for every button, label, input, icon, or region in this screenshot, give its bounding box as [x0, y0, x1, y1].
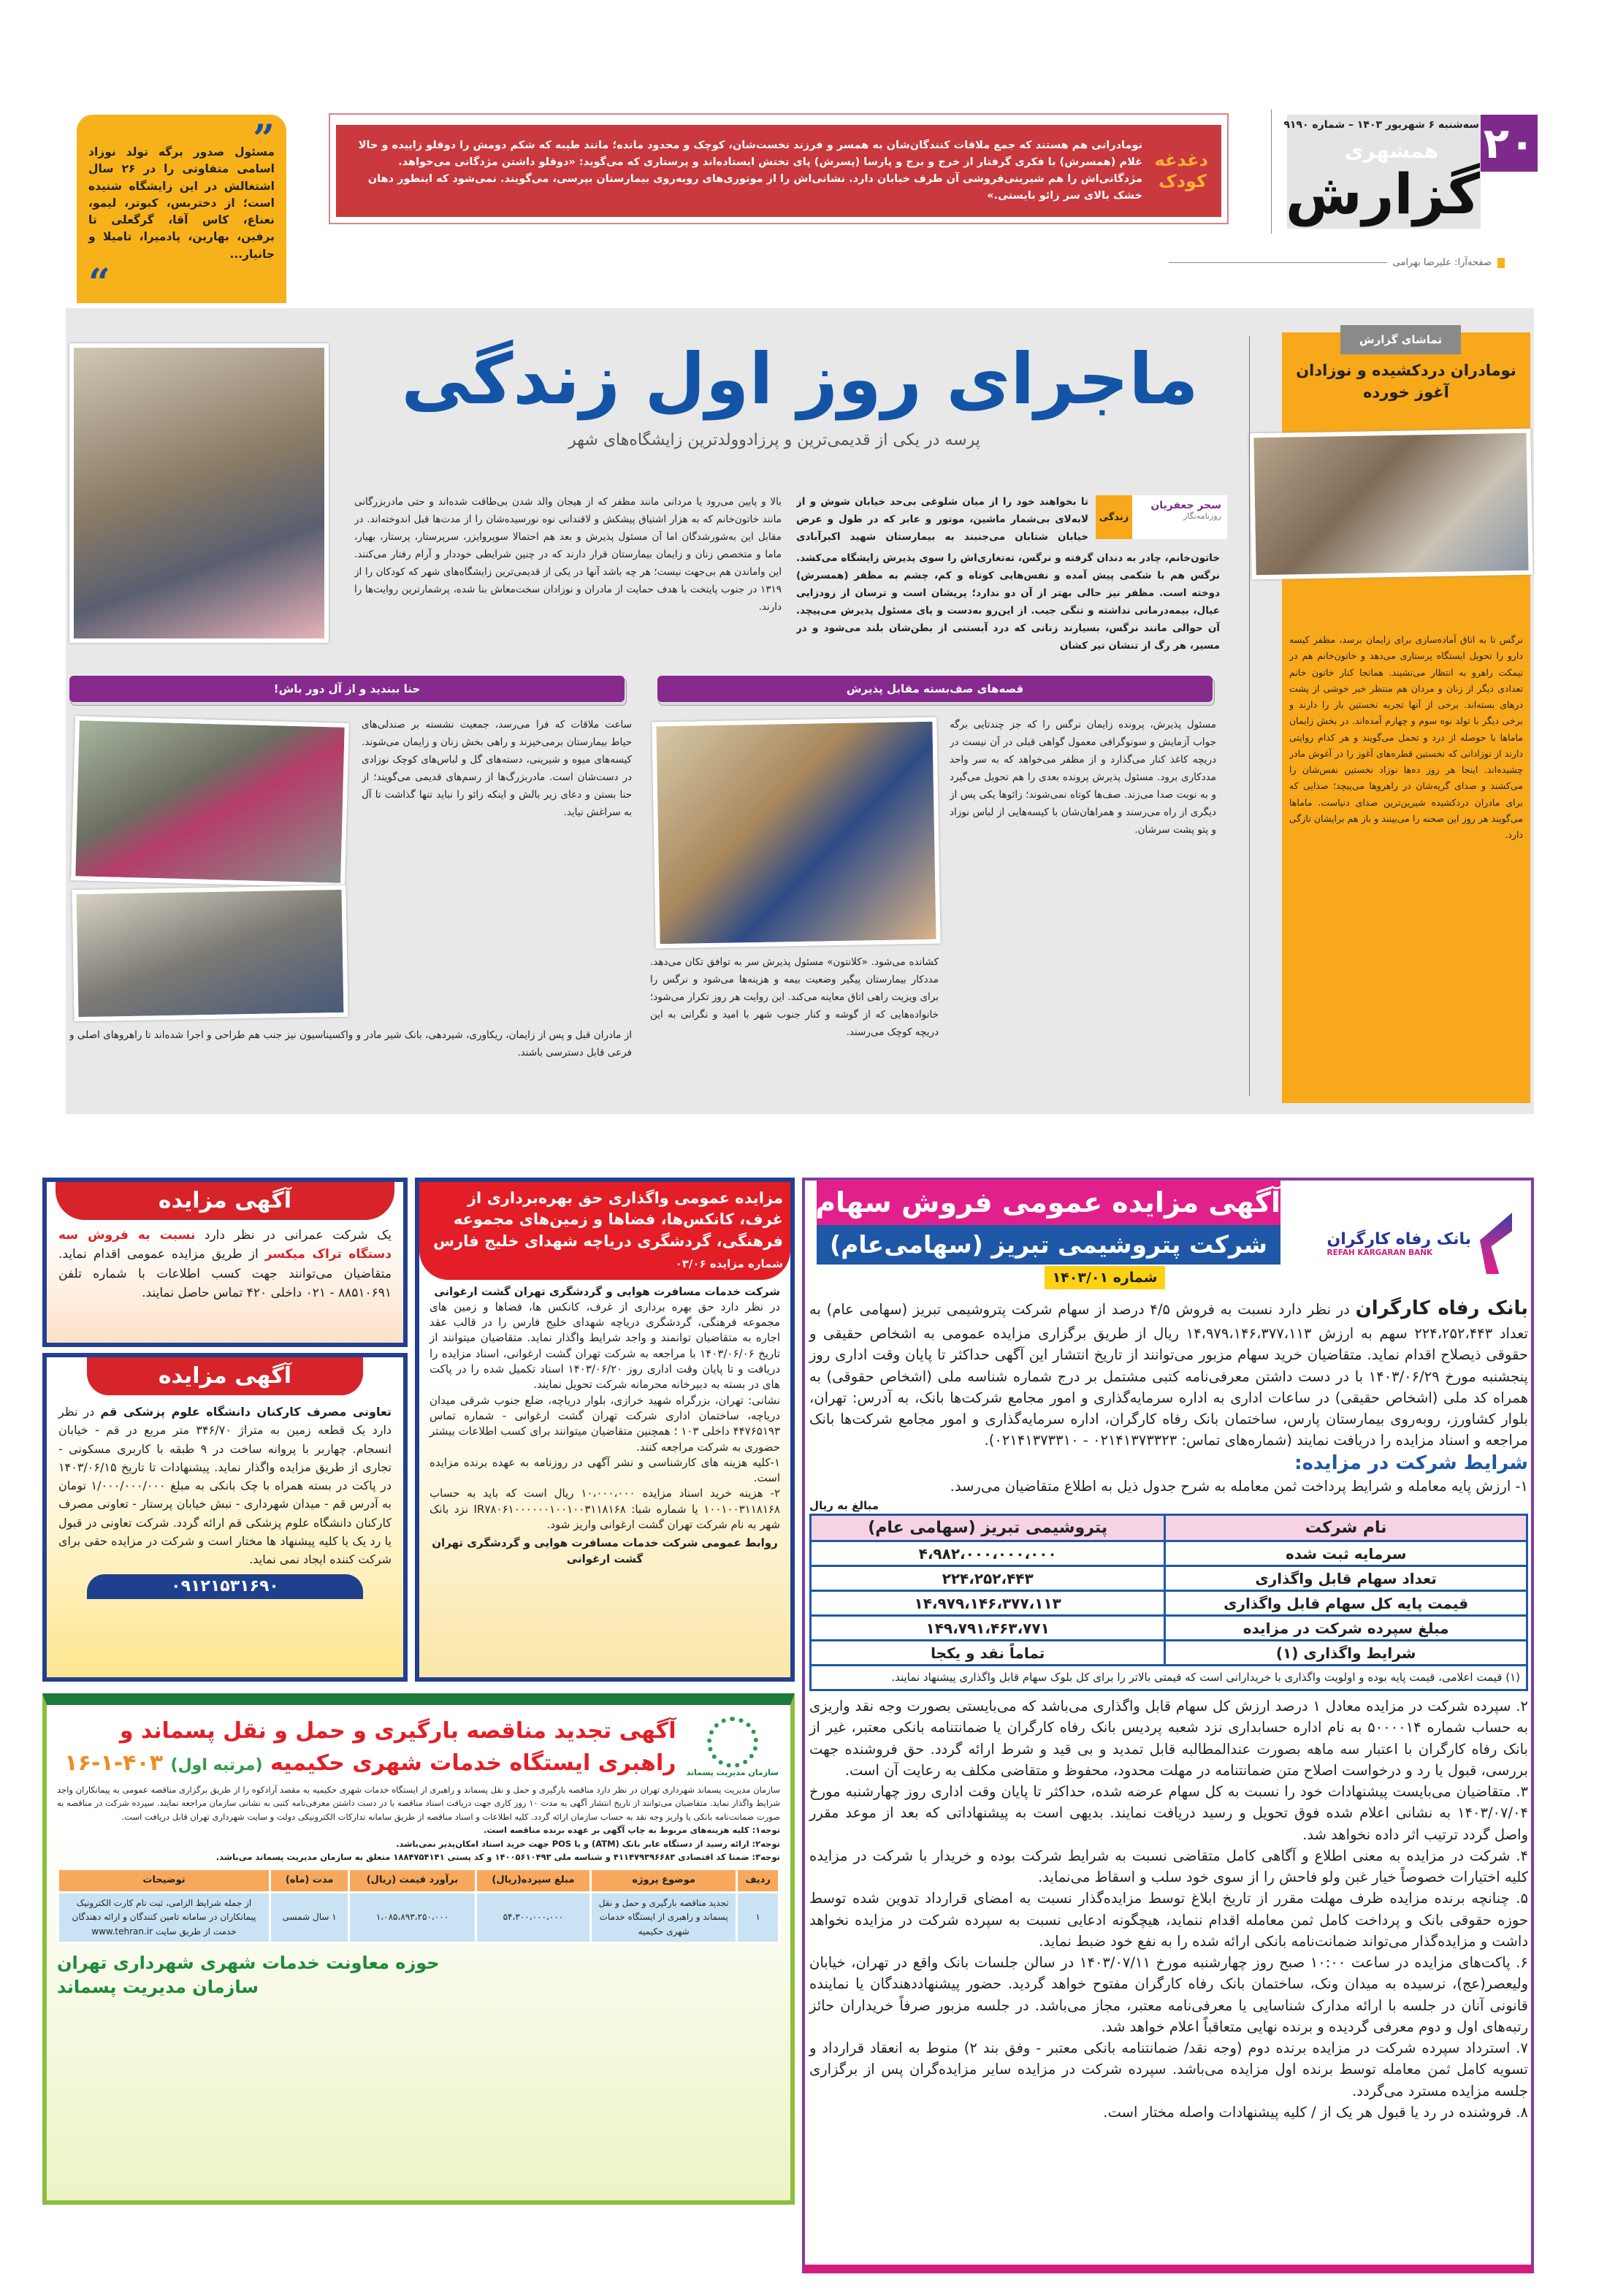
page-credit [1169, 257, 1505, 268]
divider [1249, 336, 1250, 1096]
ad-company: شرکت پتروشیمی تبریز (سهامی‌عام) [817, 1225, 1280, 1265]
article-paragraph: خاتون‌خانم، چادر به دندان گرفته و نرگس، ته‌تغاری‌اش را سوی پذیرش زایشگاه می‌کشد. نرگس هم با شکمی پیش آمده و نفس‌هایی کوتاه و کم، چشم به مظفر (همسرش) دوخته است. مظفر نیز حالی بهتر از آن دو ندارد؛ پریشان است و ترسان از زودزایی عیال، بیمه‌درمانی نداشته و تنگی جیب. از این‌رو به‌دست و پای مسئول پذیرش می‌پیچد. آن حوالی مانند نرگس، بسیارند زنانی که درد آبستنی از بطن‌شان بلند می‌شود و در مسیر، هر رگ از تنشان تیر کشان [796, 552, 1220, 652]
conditions-heading: شرایط شرکت در مزایده: [1294, 1452, 1528, 1474]
pull-quote [77, 115, 286, 303]
article-lead: تا بخواهند خود را از میان شلوغی بی‌حد خیابان شوش و از لابه‌لای بی‌شمار ماشین، موتور و عابر که در طول و عرض خیابان شتابان می‌جنبند به بیمارستان شهید اکبرآبادی [796, 496, 1088, 544]
ad-body [47, 1395, 403, 1571]
condition-4: ۴. شرکت در مزایده به معنی اطلاع و آگاهی کامل متقاضی نسبت به شرایط شرکت بوده و خریدار با شرکت در مزایده کلیه اختیارات خصوصاً خیار غبن ولو فاحش را از سوی خود سلب و اسقاط می‌نماید. [809, 1847, 1528, 1886]
ad-advertiser: تعاونی مصرف کارکنان دانشگاه علوم پزشکی قم [100, 1405, 392, 1419]
article-paragraph: بالا و پایین می‌رود یا مردانی مانند مظفر که از هیجان والد شدن بی‌طاقت شده‌اند و حتی مادربزرگانی مانند خاتون‌خانم که به هزار اشتیاق پیشکش و لاقندانی نوه نورسیده‌شان را از مدت‌ها قبل اندوخته‌اند. در مقابل این به‌شورشدگان اما آن مسئول پذیرش و بعد هم احتمالا سوپروایزر، سرپرستار، پرستار، بهیار، ماما و متخصص زنان و زایمان بیمارستان قرار دارند که در چنین شرایطی خوددار و آرام رفتار می‌کنند. این واماندن هم بی‌جهت نیست؛ هر چه باشد آنها در یکی از قدیمی‌ترین زایشگاه‌های شهر که کودکان را از ۱۳۱۹ در جنوب پایتخت با هدف حمایت از مادران و نوزادان سخت‌معاش بنا شده، پرشمار‌ترین روایت‌ها را دارند. [354, 496, 782, 614]
ad-note: ۱-کلیه هزینه های کارشناسی و نشر آگهی در روزنامه به عهده برنده مزایده است. [430, 1455, 780, 1485]
section-title: گزارش [1285, 161, 1481, 226]
quote-open-icon: ” [253, 117, 275, 161]
ad-round: (مرتبه اول) [170, 1755, 263, 1774]
table-footnote: (۱) قیمت اعلامی، قیمت پایه بوده و اولویت واگذاری با خریدارانی است که قیمتی بالاتر را برای کل بلوک سهام قابل واگذاری پیشنهاد نمایند. [811, 1666, 1527, 1690]
sidebar-text: نرگس تا به اتاق آماده‌سازی برای زایمان برسد، مظفر کیسه دارو را تحویل ایستگاه پرستاری می‌دهد و خاتون‌خانم هم در نیمکت راهرو به انتظار می‌نشیند. همانجا کنار خاتون خانم تعدادی دیگر از زنان و مردان هم منتظر خبر خوشی از پشت درهای بسته‌اند. برخی از آنها تجربه نخستین بار را دارند و برخی دیگر با تولد نوه سوم و چهارم آمده‌اند. در بخش زایمان ماماها با حوصله از درد و تحمل می‌گویند و هر کدام روایتی دارند از نوزادانی که نخستین قطره‌های آغوز را در آغوش مادر چشیده‌اند. اینجا هر روز ده‌ها نوزاد نخستین نفس‌شان را می‌کشند و صدای گریه‌شان در راهروها می‌پیچد؛ صدایی که برای مادران دردکشیده شیرین‌ترین صدای دنیاست. ماماها می‌گویند هر روز این صحنه را می‌بینند و باز هم برایشان تازگی دارد. [1289, 634, 1523, 840]
highlight-label: دغدغه کودک [1154, 150, 1208, 191]
ad-advertiser: بانک رفاه کارگران [1355, 1297, 1528, 1319]
ad-note: توجه۲: ارائه رسید از دستگاه عابر بانک (ATM) و یا POS جهت خرید اسناد امکان‌پذیر نمی‌باشد. [396, 1838, 780, 1849]
table-cell: ۵۴،۳۰۰،۰۰۰،۰۰۰ [476, 1893, 591, 1943]
ad-truck-mixer [42, 1178, 408, 1347]
ad-note: توجه۳: ضمنا کد اقتصادی ۴۱۱۴۷۹۳۹۶۶۸۳ و شناسه ملی ۱۴۰۰۵۶۱۰۴۹۳ و کد پستی ۱۸۸۴۷۵۴۱۴۱ متعلق به سازمان مدیریت پسماند می‌باشد. [215, 1851, 780, 1862]
ad-title: آگهی مزایده عمومی فروش سهام [817, 1180, 1280, 1225]
condition-1: ۱- ارزش پایه معامله و شرایط پرداخت ثمن معامله به شرح جدول ذیل به اطلاع متقاضیان می‌رسد. [950, 1478, 1528, 1495]
ad-body [47, 1220, 403, 1308]
author-role: روزنامه‌نگار [1183, 511, 1221, 521]
photo-waiting-hall [1249, 429, 1532, 580]
table-cell: تعداد سهام قابل واگذاری [1165, 1566, 1527, 1591]
ad-intro: در نظر دارد نسبت به فروش ۴/۵ درصد از سهام شرکت پتروشیمی تبریز (سهامی عام) به تعداد ۲۲۴،۲۵۲،۴۴۳ سهم به ارزش ۱۴،۹۷۹،۱۴۶،۳۷۷،۱۱۳ ریال از طریق برگزاری مزایده عمومی به اشخاص حقیقی و حقوقی ذیصلاح اقدام نماید. متقاضیان خرید سهام مزبور می‌توانند از تاریخ انتشار این آگهی حداکثر تا پایان وقت اداری روز پنجشنبه مورخ ۱۴۰۳/۰۶/۲۹ با در دست داشتن معرفی‌نامه کتبی مشتمل بر درج شماره شناسه ملی (اشخاص حقوقی) به همراه کد ملی (اشخاص حقیقی) در ساعات اداری به اداره سرمایه‌گذاری و امور مجامع شرکت‌ها بانک، به آدرس: تهران، بلوار کشاورز، روبه‌روی بیمارستان پارس، ساختمان بانک رفاه کارگران، اداره سرمایه‌گذاری و امور مجامع شرکت‌ها بانک مراجعه و اسناد مزایده را دریافت نمایند (شماره‌های تماس: ۰۲۱۴۱۳۷۳۳۲۳ - ۰۲۱۴۱۳۷۳۳۱۰). [809, 1301, 1528, 1449]
ad-address: نشانی: تهران، بزرگراه شهید خرازی، بلوار دریاچه، ضلع جنوب شرقی میدان دریاچه، ساختمان اداری شرکت تهران گشت ارغوانی - شماره تماس ۴۴۷۶۵۱۹۳ داخلی ۱۰۳ ؛ همچنین متقاضیان میتوانند برای کسب اطلاعات بیشتر حضوری به شرکت مراجعه کنند. [430, 1393, 781, 1454]
table-header: توضیحات [58, 1869, 270, 1893]
waste-org-logo [687, 1717, 779, 1777]
table-cell: ۴،۹۸۲،۰۰۰،۰۰۰،۰۰۰ [811, 1541, 1165, 1566]
ad-qom-land [42, 1353, 408, 1682]
table-header: برآورد قیمت (ریال) [349, 1869, 476, 1893]
subheading-reception: قصه‌های صف‌بسته مقابل پذیرش [657, 676, 1213, 702]
sidebar-tag: تماشای گزارش [1340, 325, 1461, 354]
ad-advertiser: شرکت خدمات مسافرت هوایی و گردشگری تهران گشت ارغوانی [434, 1284, 780, 1298]
condition-2: ۲. سپرده شرکت در مزایده معادل ۱ درصد ارزش کل سهام قابل واگذاری می‌باشد که می‌بایستی بصورت وجه نقد واریزی به حساب شماره ۵۰۰۰۰۱۴ به نام اداره حسابداری نزد شعبه پردیس بانک رفاه کارگران یا ضمانتنامه بانکی معتبر، غیر از بانک رفاه کارگران با اعتبار سه ماهه بصورت عندالمطالبه قابل تمدید و بی قید و شرط ارائه گردد. حق فروشنده جهت بررسی، قبول یا رد و درخواست اصلاح متن ضمانتنامه در مهلت محدود، محفوظ و متقاضی مکلف به رعایت آن است. [809, 1698, 1528, 1779]
article-paragraph: از مادران قبل و پس از زایمان، ریکاوری، شیردهی، بانک شیر مادر و واکسیناسیون نیز جنب هم طراحی و اجرا شده‌اند تا راهروهای اصلی و فرعی قابل دسترسی باشند. [69, 1029, 632, 1059]
table-cell: ۲۲۴،۲۵۲،۴۴۳ [811, 1566, 1165, 1591]
table-header: موضوع پروژه [591, 1869, 737, 1893]
quote-text: مسئول صدور برگه تولد نوزاد اسامی متفاوتی را در ۲۶ سال اشتغالش در این زایشگاه شنیده است؛ از دختربس، کبوتر، لیمو، نعناع، کاس آقا، گرگعلی تا برفین، بهارین، پادمیرا، تامیلا و جانیار... [88, 145, 275, 261]
table-cell: مبلغ سپرده شرکت در مزایده [1165, 1616, 1527, 1641]
table-cell: از جمله شرایط الزامی، ثبت نام کارت الکترونیک پیمانکاران در سامانه تامین کنندگان و ارائه دهندگان خدمت از طریق سایت www.tehran.ir [58, 1893, 270, 1943]
page-number: ۲۰ [1481, 115, 1538, 172]
table-header: مدت (ماه) [270, 1869, 349, 1893]
tehran-municipality-logo-icon [707, 1717, 758, 1768]
highlight-box [329, 113, 1229, 224]
article-paragraph: مسئول پذیرش، پرونده زایمان نرگس را که جز چندتایی برگه جواب آزمایش و سونوگرافی معمول گواهی قبلی در آن نیست در دریچه کاغذ کنار می‌گذارد و از مظفر می‌خواهد که به سر واحد مددکاری برود. مسئول پذیرش پرونده بعدی را هم تحویل می‌گیرد و به نوبت صدا می‌زند. صف‌ها کوتاه نمی‌شوند؛ زائوها یکی پس از دیگری از راه می‌رسند و همراهان‌شان با کیسه‌هایی از لباس نوزاد و پتو پشت سرشان. [950, 719, 1216, 836]
table-header: مبلغ سپرده(ریال) [476, 1869, 591, 1893]
ad-title: مزایده عمومی واگذاری حق بهره‌برداری از غرف، کانکس‌ها، فضاها و زمین‌های مجموعه فرهنگی، گردشگری دریاچه شهدای خلیج فارس [433, 1189, 783, 1250]
divider [1169, 262, 1387, 263]
ad-text: در نظر دارد یک قطعه زمین به متراژ ۳۴۶/۷۰ متر مربع در قم - خیابان انسجام. چهاربر با پروانه ساخت در ۹ طبقه با کاربری مسکونی - تجاری از طریق مزایده واگذار نماید. پیشنهادات تا تاریخ ۱۴۰۳/۰۶/۱۵ در پاکت در بسته همراه با چک بانکی به مبلغ ۱/۰۰۰/۰۰۰/۰۰۰ تومان به آدرس قم - میدان شهرداری - نبش خیابان پرستار - تعاونی مصرف کارکنان دانشگاه علوم پزشکی قم ارائه گردد. شرکت تعاونی در قبول یا رد یک یا کلیه پیشنهاد ها مختار است و شرکت در مزایده حقی برای شرکت کننده ایجاد نمی نماید. [58, 1405, 392, 1567]
article-subtitle: پرسه در یکی از قدیمی‌ترین و پرزادو‌ولدترین زایشگاه‌های شهر [568, 431, 980, 449]
highlight-text: نومادرانی هم هستند که جمع ملاقات کنندگان‌شان به همسر و فرزند نخست‌شان، کوچک و محدود مانده؛ مانند طیبه که شکم دومش را دوقلو زاییده و حالا غلام (همسرش) با فکری گرفتار از خرج و برج و پارسا (پسرش) پای تختش ایستاده‌اند و پرستاری که می‌گوید: «دوقلو داشتن مژدگانی می‌خواهد. مژدگانی‌اش را هم شیرینی‌فروشی آن طرف خیابان دارد. نشانی‌اش را از موتوری‌های روبه‌روی بیمارستان بپرسی، می‌گویند. نمی‌شود که اینطور دهان خشک بالای سر زائو بایستی.» [358, 139, 1142, 202]
ad-number: شماره ۱۴۰۳/۰۱ [1045, 1266, 1165, 1289]
ad-title: راهبری ایستگاه خدمات شهری حکیمیه [270, 1750, 676, 1776]
sidebar-title: نومادران دردکشیده و نوزادان آغوز خورده [1296, 362, 1516, 402]
ad-title: آگهی تجدید مناقصه بارگیری و حمل و نقل پسماند و [119, 1718, 676, 1744]
ad-text: از طریق مزایده عمومی اقدام نماید. متقاضیان می‌توانند جهت کسب اطلاعات با شماره تلفن ۸۸۵۱۰۶۹۱ - ۰۲۱ داخلی ۴۲۰ تماس حاصل نمایند. [58, 1247, 392, 1301]
table-cell: سرمایه ثبت شده [1165, 1541, 1527, 1566]
table-cell: ۱ [737, 1893, 779, 1943]
subheading-henna: حنا ببندید و از آل دور باش! [69, 676, 625, 702]
ad-number: شماره مزایده ۰۳/۰۶ [675, 1257, 783, 1271]
ad-title: آگهی مزایده [87, 1357, 363, 1395]
table-cell: ۱۴۹،۷۹۱،۴۶۳،۷۷۱ [811, 1616, 1165, 1641]
photo-reception-window [652, 717, 940, 949]
ad-highlight: نسبت به فروش سه دستگاه تراک میکسر [58, 1228, 392, 1262]
ad-note: ۲- هزینه خرید اسناد مزایده ۱۰،۰۰۰،۰۰۰ ریال است که باید به حساب ۱۰۰۱۰۰۳۱۱۸۱۶۸ یا شماره شبا: IR۷۸۰۶۱۰۰۰۰۰۰۱۰۰۱۰۰۳۱۱۸۱۶۸ نزد بانک شهر به نام شرکت تهران گشت ارغوانی واریز شود. [430, 1487, 781, 1532]
table-cell: تجدید مناقصه بارگیری و حمل و نقل پسماند و راهبری از ایستگاه خدمات شهری حکیمیه [591, 1893, 737, 1943]
byline [1096, 495, 1227, 539]
table-unit: مبالغ به ریال [809, 1498, 879, 1512]
ad-phone: ۰۹۱۲۱۵۳۱۶۹۰ [87, 1574, 363, 1599]
author-name: سحر جعفریان [1150, 500, 1221, 511]
table-cell: قیمت پایه کل سهام قابل واگذاری [1165, 1591, 1527, 1616]
ad-title: آگهی مزایده [56, 1182, 394, 1220]
condition-6: ۶. پاکت‌های مزایده در ساعت ۱۰:۰۰ صبح روز چهارشنبه مورخ ۱۴۰۳/۰۷/۱۱ در سالن جلسات بانک واقع در تهران، خیابان ولیعصر(عج)، نرسیده به میدان ونک، ساختمان بانک رفاه کارگران مفتوح خواهد گردید. حضور پیشنهاددهندگان یا نماینده قانونی آنان در جلسه با ارائه مدارک شناسایی یا معرفی‌نامه معتبر، مجاز می‌باشد. در جلسه مزبور صرفاً خریداران حائز رتبه‌های اول و دوم معرفی گردیده و برنده نهایی متعاقباً اعلام خواهد شد. [809, 1954, 1528, 2035]
ad-note: توجه۱: کلیه هزینه‌های مربوط به چاپ آگهی بر عهده برنده مناقصه است. [484, 1825, 780, 1836]
article-title: ماجرای روز اول زندگی [401, 338, 1199, 420]
quote-close-icon: “ [88, 260, 110, 305]
logo-text-fa: بانک رفاه کارگران [1327, 1229, 1471, 1248]
article-paragraph: ساعت ملاقات که فرا می‌رسد، جمعیت نشسته بر صندلی‌های حیاط بیمارستان برمی‌خیزند و راهی بخش زنان و زایمان می‌شوند. کیسه‌های میوه و شیرینی، دسته‌های گل و لباس‌های کوچک نوزادی در دست‌شان است. مادربزرگ‌ها از رسم‌های قدیمی می‌گویند؛ از حنا بستن و دعای زیر بالش و اینکه زائو را نباید تنها گذاشت تا آل به سراغش نیاید. [362, 719, 632, 819]
article-paragraph: کشانده می‌شود. «کلانتون» مسئول پذیرش سر به توافق تکان می‌دهد. مددکار بیمارستان پیگیر وضعیت بیمه و هزینه‌ها می‌شود و نرگس را برای ویزیت راهی اتاق معاینه می‌کند. این روایت هر روز تکرار می‌شود؛ خانواده‌هایی که از گوشه و کنار جنوب شهر با امید و نگرانی به این دریچه کوچک می‌رسند. [650, 956, 939, 1039]
condition-8: ۸. فروشنده در رد یا قبول هر یک از / کلیه پیشنهادات واصله مختار است. [1103, 2103, 1528, 2121]
ad-code: ۴۰۳-۱-۱۶ [64, 1750, 164, 1776]
photo-waiting-room [72, 885, 348, 1022]
condition-7: ۷. استرداد سپرده شرکت در مزایده برنده دوم (وجه نقد/ ضمانتنامه بانکی معتبر - وفق بند ۲) منوط به انعقاد قرارداد و تسویه کامل ثمن معامله توسط برنده اول مزایده می‌باشد. سپرده شرکت در مزایده سایر مزایده‌گران پس از برگزاری جلسه مزایده مسترد می‌گردد. [809, 2040, 1528, 2099]
table-header: ردیف [737, 1869, 779, 1893]
ad-footer: حوزه معاونت خدمات شهری شهرداری تهران [57, 1952, 440, 1973]
ad-arghavani-auction [415, 1178, 795, 1682]
category-tag: زندگی [1096, 495, 1132, 539]
issue-date: سه‌شنبه ۶ شهریور ۱۴۰۳ – شماره ۹۱۹۰ [1283, 119, 1479, 131]
ad-text: یک شرکت عمرانی در نظر دارد [195, 1228, 392, 1243]
table-header: نام شرکت [1165, 1515, 1527, 1541]
table-header: پتروشیمی تبریز (سهامی عام) [811, 1515, 1165, 1541]
table-cell: ۱۴،۹۷۹،۱۴۶،۳۷۷،۱۱۳ [811, 1591, 1165, 1616]
refah-bank-logo [1300, 1213, 1512, 1274]
condition-5: ۵. چنانچه برنده مزایده ظرف مهلت مقرر از تاریخ ابلاغ توسط مزایده‌گذار نسبت به امضای قرارداد تدوین شده توسط حوزه حقوقی بانک و پرداخت کامل ثمن معامله اقدام ننماید، هیچگونه ادعایی نسبت به سپرده شرکت در مزایده نخواهد داشت و مزایده‌گذار می‌تواند ضمانت‌نامه بانکی ارائه شده را به نفع خود ضبط نماید. [809, 1890, 1528, 1950]
table-cell: شرایط واگذاری (۱) [1165, 1641, 1527, 1666]
table-cell: ۱،۰۸۵،۸۹۳،۲۵۰،۰۰۰ [349, 1893, 476, 1943]
logo-text-en: REFAH KARGARAN BANK [1327, 1248, 1433, 1257]
bullet-icon [1497, 258, 1505, 268]
table-cell: تماماً نقد و یکجا [811, 1641, 1165, 1666]
ad-body: سازمان مدیریت پسماند شهرداری تهران در نظر دارد مناقصه بارگیری و حمل و نقل پسماند و راهبری از ایستگاه خدمات شهری حکیمیه به مقصد آرادکوه را از طریق برگزاری مناقصه عمومی به پیمانکاران واجد شرایط واگذار نماید. متقاضیان می‌توانند از تاریخ انتشار آگهی به مدت ۱۰ روز کاری جهت دریافت اسناد مناقصه با در دست داشتن معرفی‌نامه کتبی به نشانی سازمان مراجعه نمایند. سپرده شرکت در مناقصه به صورت ضمانت‌نامه بانکی یا واریز وجه نقد به حساب سازمان ارائه گردد. کلیه اطلاعات و اسناد مناقصه از طریق سامانه تدارکات الکترونیکی دولت و سایت شهرداری تهران قابل دریافت است. [57, 1785, 780, 1822]
photo-courtyard [71, 716, 349, 888]
tender-table [57, 1868, 780, 1943]
ad-body [809, 1294, 1528, 2123]
ad-waste-tender [42, 1693, 795, 2205]
refah-logo-icon [1480, 1213, 1512, 1274]
ad-body: در نظر دارد حق بهره برداری از غرف، کانکس ها، فضاها و زمین های مجموعه فرهنگی، گردشگری دریاچه شهدای خلیج فارس را در قالب عقد اجاره به متقاضیان توانمند و واجد شرایط واگذار نماید. متقاضیان میتوانند از تاریخ ۱۴۰۳/۰۶/۰۶ با مراجعه به شرکت تهران گشت ارغوانی، اسناد مزایده را دریافت و تا پایان وقت اداری روز ۱۴۰۳/۰۶/۲۰ اسناد تکمیل شده را در پاکت های در بسته به دبیرخانه محرمانه شرکت تحویل نمایند. [430, 1300, 781, 1392]
auction-table [809, 1514, 1528, 1691]
ad-footer: سازمان مدیریت پسماند [57, 1976, 259, 1997]
ad-footer: روابط عمومی شرکت خدمات مسافرت هوایی و گردشگری تهران گشت ارغوانی [432, 1536, 778, 1565]
newspaper-logo: همشهری [1344, 139, 1439, 163]
divider [1271, 110, 1272, 234]
logo-text: سازمان مدیریت پسماند [686, 1768, 779, 1777]
credit-text: صفحه‌آرا: علیرضا بهرامی [1392, 257, 1492, 268]
condition-3: ۳. متقاضیان می‌بایست پیشنهادات خود را نسبت به کل سهام عرضه شده، حداکثر تا پایان وقت اداری روز چهارشنبه مورخ ۱۴۰۳/۰۷/۰۴ به نشانی اعلام شده فوق تحویل و رسید دریافت نمایند. بدیهی است به پیشنهاداتی که بعد از موعد مقرر واصل گردد ترتیب اثر داده نخواهد شد. [809, 1783, 1528, 1843]
table-cell: ۱ سال شمسی [270, 1893, 349, 1943]
photo-reception-desk [69, 343, 329, 643]
